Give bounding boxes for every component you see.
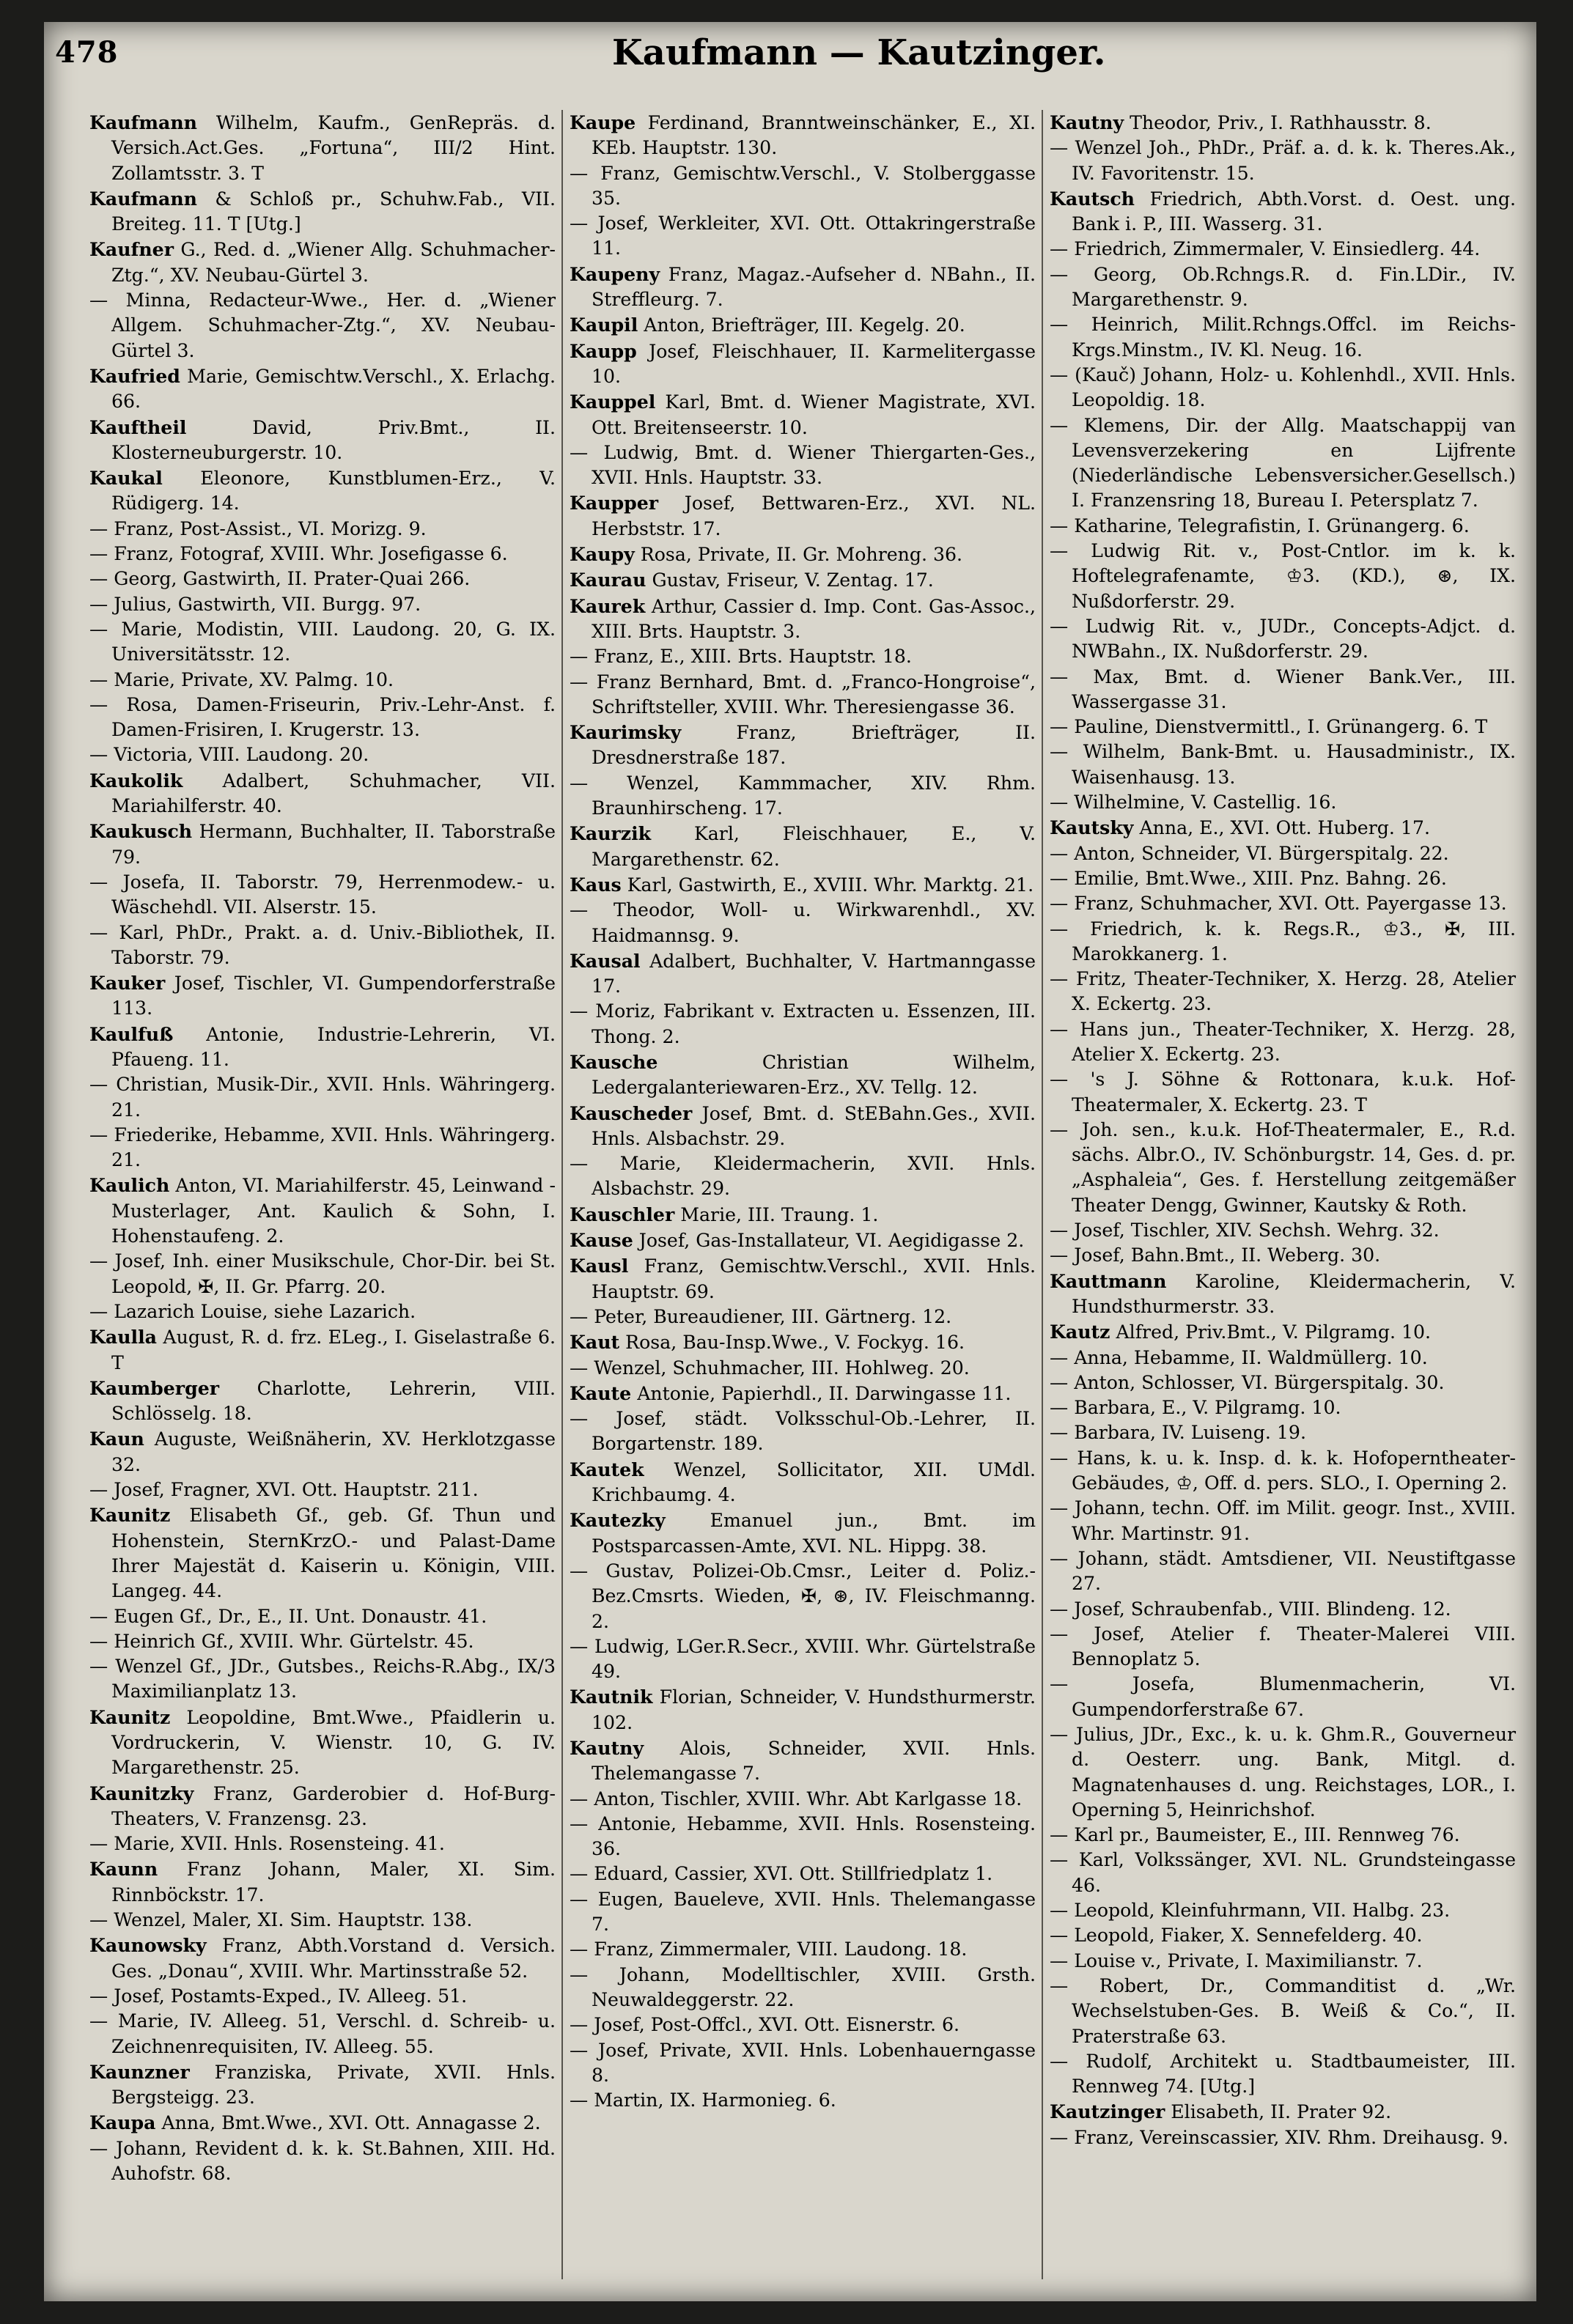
directory-entry: — Marie, Private, XV. Palmg. 10. <box>89 668 394 690</box>
directory-entry: Kaukolik Adalbert, Schuhmacher, VII. Mariahilferstr. 40. <box>89 769 556 817</box>
directory-entry: — Johann, Revident d. k. k. St.Bahnen, XIII. Hd. Auhofstr. 68. <box>89 2137 556 2185</box>
directory-entry: — Franz, Vereinscassier, XIV. Rhm. Dreihausg. 9. <box>1050 2126 1508 2148</box>
directory-entry: Kaunitzky Franz, Garderobier d. Hof-Burg-Theaters, V. Franzensg. 23. <box>89 1782 556 1829</box>
directory-entry: Kausl Franz, Gemischtw.Verschl., XVII. Hnls. Hauptstr. 69. <box>570 1255 1036 1302</box>
directory-entry: — Leopold, Kleinfuhrmann, VII. Halbg. 23. <box>1050 1900 1451 1922</box>
directory-entry: Kautsch Friedrich, Abth.Vorst. d. Oest. ung. Bank i. P., III. Wasserg. 31. <box>1050 187 1516 235</box>
directory-entry: — Josef, Post-Offcl., XVI. Ott. Eisnerstr. 6. <box>570 2014 959 2036</box>
directory-entry: — Lazarich Louise, siehe Lazarich. <box>89 1300 416 1322</box>
directory-entry: — Wilhelm, Bank-Bmt. u. Hausadministr., IX. Waisenhausg. 13. <box>1050 741 1516 788</box>
directory-entry: — (Kauč) Johann, Holz- u. Kohlenhdl., XVII. Hnls. Leopoldig. 18. <box>1050 364 1516 411</box>
directory-entry: Kaupper Josef, Bettwaren-Erz., XVI. NL. Herbststr. 17. <box>570 492 1036 539</box>
directory-entry: Kausal Adalbert, Buchhalter, V. Hartmanngasse 17. <box>570 949 1036 997</box>
directory-entry: Kaus Karl, Gastwirth, E., XVIII. Whr. Marktg. 21. <box>570 873 1034 896</box>
directory-entry: Kaukusch Hermann, Buchhalter, II. Taborstraße 79. <box>89 820 556 868</box>
directory-entry: Kaupe Ferdinand, Branntweinschänker, E., XI. KEb. Hauptstr. 130. <box>570 111 1036 159</box>
directory-entry: Kaut Rosa, Bau-Insp.Wwe., V. Fockyg. 16. <box>570 1331 965 1354</box>
directory-columns <box>89 110 1525 2279</box>
directory-entry: Kaute Antonie, Papierhdl., II. Darwingasse 11. <box>570 1382 1012 1404</box>
directory-entry: — Franz, Zimmermaler, VIII. Laudong. 18. <box>570 1938 968 1960</box>
directory-entry: — Heinrich Gf., XVIII. Whr. Gürtelstr. 45. <box>89 1630 474 1652</box>
directory-entry: — Franz, Fotograf, XVIII. Whr. Josefigasse 6. <box>89 543 508 565</box>
directory-entry: — Max, Bmt. d. Wiener Bank.Ver., III. Wassergasse 31. <box>1050 665 1516 712</box>
directory-entry: — Marie, Kleidermacherin, XVII. Hnls. Alsbachstr. 29. <box>570 1153 1036 1200</box>
directory-entry: Kauppel Karl, Bmt. d. Wiener Magistrate, XVI. Ott. Breitenseerstr. 10. <box>570 391 1036 438</box>
directory-entry: Kausche Christian Wilhelm, Ledergalanteriewaren-Erz., XV. Tellg. 12. <box>570 1050 1036 1099</box>
directory-entry: — Moriz, Fabrikant v. Extracten u. Essenzen, III. Thong. 2. <box>570 1000 1036 1047</box>
directory-entry: — Fritz, Theater-Techniker, X. Herzg. 28, Atelier X. Eckertg. 23. <box>1050 968 1516 1015</box>
directory-entry: — Friedrich, k. k. Regs.R., ♔3., ✠, III. Marokkanerg. 1. <box>1050 918 1516 964</box>
directory-entry: — Wenzel Joh., PhDr., Präf. a. d. k. k. Theres.Ak., IV. Favoritenstr. 15. <box>1050 137 1516 184</box>
directory-entry: — Wenzel, Maler, XI. Sim. Hauptstr. 138. <box>89 1909 473 1931</box>
directory-entry: Kautezky Emanuel jun., Bmt. im Postsparcassen-Amte, XVI. NL. Hippg. 38. <box>570 1509 1036 1557</box>
directory-entry: — Joh. sen., k.u.k. Hof-Theatermaler, E., R.d. sächs. Albr.O., IV. Schönburgstr. 14, Ges. d. pr. „Asphaleia“, Ges. f. Herstellung zeitgemäßer Theater Dengg, Gwinner, Kautsky & Roth. <box>1050 1118 1516 1216</box>
directory-entry: — Ludwig Rit. v., Post-Cntlor. im k. k. Hoftelegrafenamte, ♔3. (KD.), ⊛, IX. Nußdorferstr. 29. <box>1050 540 1516 612</box>
directory-entry: Kaupy Rosa, Private, II. Gr. Mohreng. 36. <box>570 543 963 566</box>
directory-entry: — Franz, Post-Assist., VI. Morizg. 9. <box>89 517 427 539</box>
column-2 <box>570 110 1036 2113</box>
column-divider <box>1042 110 1043 2279</box>
directory-entry: — Martin, IX. Harmonieg. 6. <box>570 2089 836 2111</box>
directory-entry: — Louise v., Private, I. Maximilianstr. 7. <box>1050 1949 1423 1971</box>
directory-entry: — Anton, Tischler, XVIII. Whr. Abt Karlgasse 18. <box>570 1788 1023 1810</box>
directory-entry: — Rosa, Damen-Friseurin, Priv.-Lehr-Anst. f. Damen-Frisiren, I. Krugerstr. 13. <box>89 693 556 741</box>
directory-entry: — Theodor, Woll- u. Wirkwarenhdl., XV. Haidmannsg. 9. <box>570 899 1036 946</box>
directory-entry: — Marie, IV. Alleeg. 51, Verschl. d. Schreib- u. Zeichnenrequisiten, IV. Alleeg. 55. <box>89 2010 556 2057</box>
directory-entry: — Anna, Hebamme, II. Waldmüllerg. 10. <box>1050 1346 1428 1368</box>
column-3 <box>1050 110 1516 2150</box>
directory-entry: — Gustav, Polizei-Ob.Cmsr., Leiter d. Poliz.-Bez.Cmsrts. Wieden, ✠, ⊛, IV. Fleischmanng. 2. <box>570 1560 1036 1632</box>
directory-entry: Kauttmann Karoline, Kleidermacherin, V. Hundsthurmerstr. 33. <box>1050 1269 1516 1317</box>
directory-entry: — Josef, Atelier f. Theater-Malerei VIII. Bennoplatz 5. <box>1050 1623 1516 1670</box>
directory-entry: Kause Josef, Gas-Installateur, VI. Aegidigasse 2. <box>570 1229 1025 1252</box>
directory-entry: — Heinrich, Milit.Rchngs.Offcl. im Reichs-Krgs.Minstm., IV. Kl. Neug. 16. <box>1050 314 1516 361</box>
directory-entry: — Ludwig Rit. v., JUDr., Concepts-Adjct. d. NWBahn., IX. Nußdorferstr. 29. <box>1050 615 1516 663</box>
directory-entry: Kaunowsky Franz, Abth.Vorstand d. Versich. Ges. „Donau“, XVIII. Whr. Martinsstraße 52. <box>89 1934 556 1982</box>
directory-entry: — Leopold, Fiaker, X. Sennefelderg. 40. <box>1050 1925 1423 1947</box>
directory-entry: Kautnik Florian, Schneider, V. Hundsthurmerstr. 102. <box>570 1686 1036 1733</box>
directory-entry: — Wenzel, Schuhmacher, III. Hohlweg. 20. <box>570 1357 970 1379</box>
directory-entry: — Ludwig, LGer.R.Secr., XVIII. Whr. Gürtelstraße 49. <box>570 1635 1036 1683</box>
directory-entry: — Julius, Gastwirth, VII. Burgg. 97. <box>89 593 421 615</box>
directory-entry: — Josef, Bahn.Bmt., II. Weberg. 30. <box>1050 1244 1381 1266</box>
directory-entry: Kaurimsky Franz, Briefträger, II. Dresdnerstraße 187. <box>570 721 1036 769</box>
directory-entry: Kautny Alois, Schneider, XVII. Hnls. Thelemangasse 7. <box>570 1737 1036 1785</box>
directory-entry: — Eduard, Cassier, XVI. Ott. Stillfriedplatz 1. <box>570 1863 993 1885</box>
directory-entry: — Johann, städt. Amtsdiener, VII. Neustiftgasse 27. <box>1050 1547 1516 1595</box>
directory-entry: Kaurzik Karl, Fleischhauer, E., V. Margarethenstr. 62. <box>570 822 1036 870</box>
directory-entry: — Anton, Schlosser, VI. Bürgerspitalg. 30. <box>1050 1371 1445 1393</box>
directory-entry: — Josef, Inh. einer Musikschule, Chor-Dir. bei St. Leopold, ✠, II. Gr. Pfarrg. 20. <box>89 1250 556 1297</box>
directory-entry: Kaupeny Franz, Magaz.-Aufseher d. NBahn., II. Streffleurg. 7. <box>570 262 1036 311</box>
directory-entry: Kaufmann & Schloß pr., Schuhw.Fab., VII. Breiteg. 11. T [Utg.] <box>89 187 556 235</box>
directory-entry: — Karl, Volkssänger, XVI. NL. Grundsteingasse 46. <box>1050 1849 1516 1896</box>
directory-entry: Kaupil Anton, Briefträger, III. Kegelg. 20. <box>570 314 965 336</box>
directory-entry: — Josef, Private, XVII. Hnls. Lobenhauerngasse 8. <box>570 2039 1036 2086</box>
directory-entry: Kaurau Gustav, Friseur, V. Zentag. 17. <box>570 569 934 591</box>
column-1 <box>89 110 556 2186</box>
directory-entry: — Barbara, IV. Luiseng. 19. <box>1050 1422 1306 1444</box>
directory-entry: Kaulich Anton, VI. Mariahilferstr. 45, Leinwand - Musterlager, Ant. Kaulich & Sohn, I. Hohenstaufeng. 2. <box>89 1174 556 1247</box>
directory-entry: — Antonie, Hebamme, XVII. Hnls. Rosensteing. 36. <box>570 1812 1036 1860</box>
directory-entry: Kautz Alfred, Priv.Bmt., V. Pilgramg. 10. <box>1050 1321 1432 1343</box>
page-header <box>55 25 1536 75</box>
directory-entry: Kaumberger Charlotte, Lehrerin, VIII. Schlösselg. 18. <box>89 1376 556 1425</box>
directory-entry: — Josefa, II. Taborstr. 79, Herrenmodew.- u. Wäschehdl. VII. Alserstr. 15. <box>89 871 556 918</box>
directory-entry: Kaulfuß Antonie, Industrie-Lehrerin, VI. Pfaueng. 11. <box>89 1022 556 1070</box>
directory-entry: — Josefa, Blumenmacherin, VI. Gumpendorferstraße 67. <box>1050 1673 1516 1720</box>
directory-entry: — Josef, Tischler, XIV. Sechsh. Wehrg. 32. <box>1050 1220 1440 1242</box>
directory-entry: — Anton, Schneider, VI. Bürgerspitalg. 22. <box>1050 842 1449 864</box>
directory-entry: — Christian, Musik-Dir., XVII. Hnls. Währingerg. 21. <box>89 1074 556 1121</box>
directory-entry: — Josef, Postamts-Exped., IV. Alleeg. 51. <box>89 1985 468 2007</box>
directory-entry: Kaupp Josef, Fleischhauer, II. Karmelitergasse 10. <box>570 339 1036 387</box>
directory-entry: — Ludwig, Bmt. d. Wiener Thiergarten-Ges., XVII. Hnls. Hauptstr. 33. <box>570 441 1036 489</box>
directory-entry: — Katharine, Telegrafistin, I. Grünangerg. 6. <box>1050 514 1470 536</box>
directory-entry: Kaunzner Franziska, Private, XVII. Hnls. Bergsteigg. 23. <box>89 2060 556 2109</box>
directory-entry: — Marie, Modistin, VIII. Laudong. 20, G. IX. Universitätsstr. 12. <box>89 618 556 665</box>
directory-entry: — Franz, Gemischtw.Verschl., V. Stolberggasse 35. <box>570 162 1036 209</box>
directory-entry: — Karl, PhDr., Prakt. a. d. Univ.-Bibliothek, II. Taborstr. 79. <box>89 921 556 968</box>
directory-entry: — Wilhelmine, V. Castellig. 16. <box>1050 792 1337 814</box>
directory-entry: — Eugen, Baueleve, XVII. Hnls. Thelemangasse 7. <box>570 1888 1036 1936</box>
directory-entry: — Josef, städt. Volksschul-Ob.-Lehrer, II. Borgartenstr. 189. <box>570 1408 1036 1455</box>
directory-entry: Kaurek Arthur, Cassier d. Imp. Cont. Gas-Assoc., XIII. Brts. Hauptstr. 3. <box>570 594 1036 642</box>
directory-entry: — Rudolf, Architekt u. Stadtbaumeister, III. Rennweg 74. [Utg.] <box>1050 2050 1516 2098</box>
directory-entry: — Emilie, Bmt.Wwe., XIII. Pnz. Bahng. 26. <box>1050 867 1447 889</box>
directory-entry: — Karl pr., Baumeister, E., III. Rennweg 76. <box>1050 1824 1460 1846</box>
directory-entry: Kautek Wenzel, Sollicitator, XII. UMdl. Krichbaumg. 4. <box>570 1458 1036 1506</box>
directory-entry: Kautny Theodor, Priv., I. Rathhausstr. 8. <box>1050 111 1432 133</box>
directory-entry: — Johann, techn. Off. im Milit. geogr. Inst., XVIII. Whr. Martinstr. 91. <box>1050 1497 1516 1544</box>
running-head: Kaufmann — Kautzinger. <box>612 32 1106 73</box>
directory-entry: Kaufried Marie, Gemischtw.Verschl., X. Erlachg. 66. <box>89 364 556 413</box>
directory-entry: — Peter, Bureaudiener, III. Gärtnerg. 12. <box>570 1305 952 1327</box>
directory-entry: — Hans, k. u. k. Insp. d. k. k. Hofoperntheater-Gebäudes, ♔, Off. d. pers. SLO., I. Operning 2. <box>1050 1447 1516 1494</box>
directory-entry: — Klemens, Dir. der Allg. Maatschappij van Levensverzekering en Lijfrente (Niederländische Lebensversicher.Gesellsch.) I. Franzensring 18, Bureau I. Petersplatz 7. <box>1050 414 1516 512</box>
directory-entry: Kaunitz Leopoldine, Bmt.Wwe., Pfaidlerin u. Vordruckerin, V. Wienstr. 10, G. IV. Margarethenstr. 25. <box>89 1705 556 1779</box>
directory-entry: Kautzinger Elisabeth, II. Prater 92. <box>1050 2100 1392 2123</box>
directory-entry: — Julius, JDr., Exc., k. u. k. Ghm.R., Gouverneur d. Oesterr. ung. Bank, Mitgl. d. Magnatenhauses d. ung. Reichstages, LOR., I. Operning 5, Heinrichshof. <box>1050 1724 1516 1821</box>
directory-entry: — Minna, Redacteur-Wwe., Her. d. „Wiener Allgem. Schuhmacher-Ztg.“, XV. Neubau-Gürtel 3. <box>89 289 556 361</box>
directory-entry: Kauscheder Josef, Bmt. d. StEBahn.Ges., XVII. Hnls. Alsbachstr. 29. <box>570 1102 1036 1149</box>
directory-entry: — Robert, Dr., Commanditist d. „Wr. Wechselstuben-Ges. B. Weiß & Co.“, II. Praterstraße 63. <box>1050 1974 1516 2047</box>
directory-entry: Kaufner G., Red. d. „Wiener Allg. Schuhmacher-Ztg.“, XV. Neubau-Gürtel 3. <box>89 238 556 286</box>
directory-entry: — Josef, Fragner, XVI. Ott. Hauptstr. 211. <box>89 1479 479 1501</box>
directory-entry: Kaulla August, R. d. frz. ELeg., I. Giselastraße 6. T <box>89 1326 556 1373</box>
directory-entry: Kaun Auguste, Weißnäherin, XV. Herklotzgasse 32. <box>89 1428 556 1475</box>
directory-entry: — Franz, E., XIII. Brts. Hauptstr. 18. <box>570 646 912 668</box>
directory-entry: — Marie, XVII. Hnls. Rosensteing. 41. <box>89 1833 445 1855</box>
directory-entry: — Johann, Modelltischler, XVIII. Grsth. Neuwaldeggerstr. 22. <box>570 1963 1036 2010</box>
directory-entry: — Friederike, Hebamme, XVII. Hnls. Währingerg. 21. <box>89 1124 556 1171</box>
directory-entry: — Franz, Schuhmacher, XVI. Ott. Payergasse 13. <box>1050 893 1507 915</box>
directory-entry: — 's J. Söhne & Rottonara, k.u.k. Hof-Theatermaler, X. Eckertg. 23. T <box>1050 1069 1516 1115</box>
directory-entry: Kauker Josef, Tischler, VI. Gumpendorferstraße 113. <box>89 972 556 1019</box>
directory-entry: Kautsky Anna, E., XVI. Ott. Huberg. 17. <box>1050 816 1430 839</box>
directory-entry: — Wenzel Gf., JDr., Gutsbes., Reichs-R.Abg., IX/3 Maximilianplatz 13. <box>89 1656 556 1703</box>
directory-entry: — Friedrich, Zimmermaler, V. Einsiedlerg. 44. <box>1050 238 1481 260</box>
directory-entry: Kaunitz Elisabeth Gf., geb. Gf. Thun und Hohenstein, SternKrzO.- und Palast-Dame Ihrer Majestät d. Kaiserin u. Königin, VIII. Langeg. 44. <box>89 1504 556 1602</box>
page-number: 478 <box>55 35 119 70</box>
directory-entry: Kauschler Marie, III. Traung. 1. <box>570 1203 879 1225</box>
directory-entry: — Wenzel, Kammmacher, XIV. Rhm. Braunhirscheng. 17. <box>570 772 1036 819</box>
directory-entry: — Hans jun., Theater-Techniker, X. Herzg. 28, Atelier X. Eckertg. 23. <box>1050 1018 1516 1065</box>
directory-entry: — Pauline, Dienstvermittl., I. Grünangerg. 6. T <box>1050 716 1488 738</box>
directory-entry: — Eugen Gf., Dr., E., II. Unt. Donaustr. 41. <box>89 1605 487 1627</box>
directory-entry: Kaufmann Wilhelm, Kaufm., GenRepräs. d. Versich.Act.Ges. „Fortuna“, III/2 Hint. Zollamtsstr. 3. T <box>89 111 556 184</box>
directory-entry: — Georg, Ob.Rchngs.R. d. Fin.LDir., IV. Margarethenstr. 9. <box>1050 263 1516 311</box>
directory-entry: Kauftheil David, Priv.Bmt., II. Klosterneuburgerstr. 10. <box>89 416 556 463</box>
directory-entry: Kaupa Anna, Bmt.Wwe., XVI. Ott. Annagasse 2. <box>89 2111 541 2134</box>
directory-entry: — Barbara, E., V. Pilgramg. 10. <box>1050 1397 1341 1419</box>
directory-entry: — Josef, Werkleiter, XVI. Ott. Ottakringerstraße 11. <box>570 213 1036 259</box>
directory-entry: — Victoria, VIII. Laudong. 20. <box>89 744 369 766</box>
directory-entry: Kaunn Franz Johann, Maler, XI. Sim. Rinnböckstr. 17. <box>89 1858 556 1906</box>
directory-entry: — Franz Bernhard, Bmt. d. „Franco-Hongroise“, Schriftsteller, XVIII. Whr. Theresiengasse 36. <box>570 671 1036 718</box>
directory-entry: — Georg, Gastwirth, II. Prater-Quai 266. <box>89 568 471 590</box>
directory-entry: Kaukal Eleonore, Kunstblumen-Erz., V. Rüdigerg. 14. <box>89 467 556 514</box>
directory-entry: — Josef, Schraubenfab., VIII. Blindeng. 12. <box>1050 1598 1451 1620</box>
column-divider <box>561 110 563 2279</box>
